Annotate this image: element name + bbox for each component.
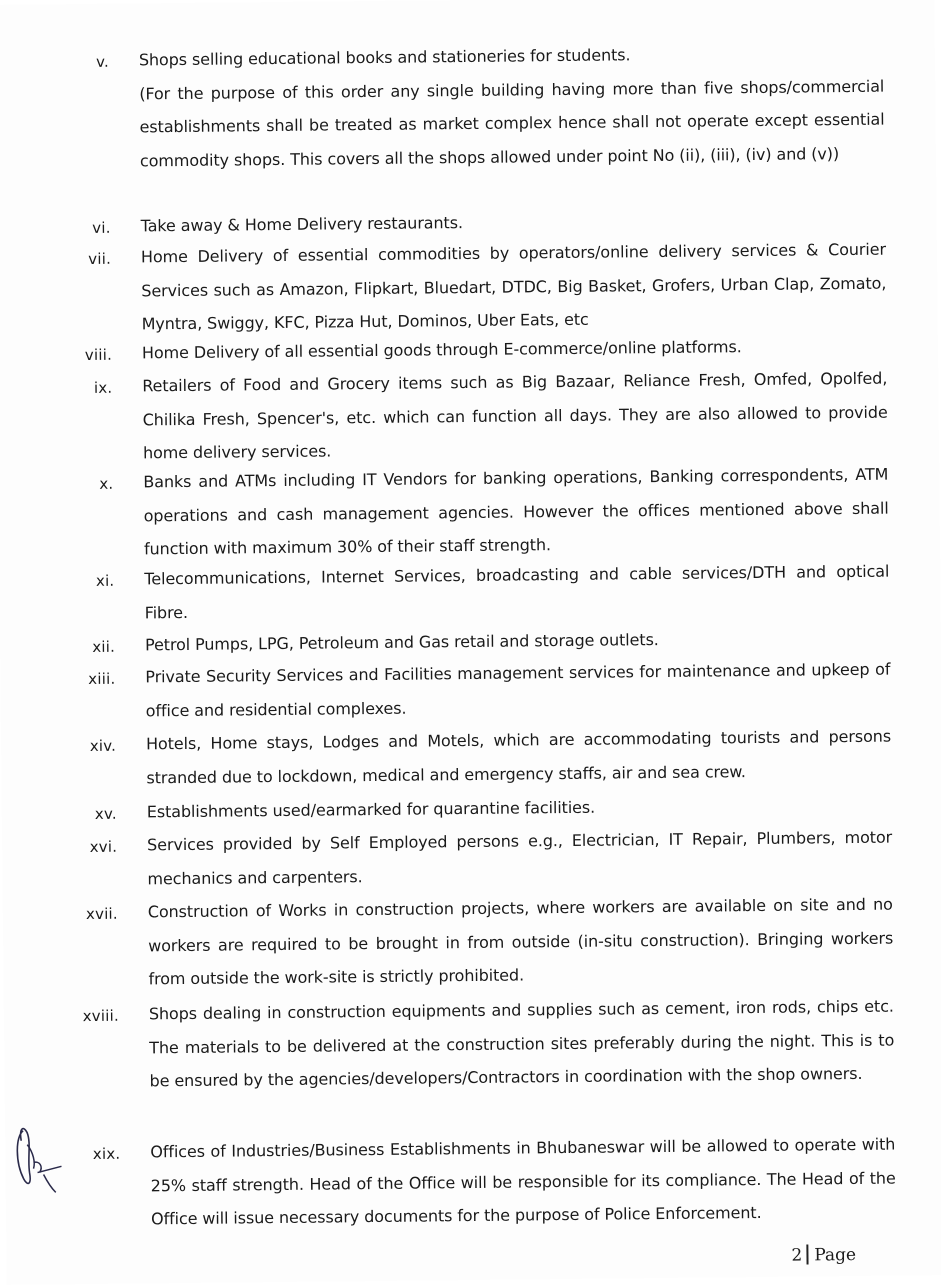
item-text bbox=[139, 36, 885, 178]
item-numeral: xi. bbox=[95, 571, 115, 590]
item-numeral: xix. bbox=[92, 1144, 121, 1163]
item-text: Hotels, Home stays, Lodges and Motels, which are accommodating tourists and persons stranded due to lockdown, medical and emergency staffs, air and sea crew. bbox=[145, 726, 892, 787]
item-numeral: xiv. bbox=[89, 736, 117, 755]
item-text: Private Security Services and Facilities management services for maintenance and upkeep of office and residential complexes. bbox=[145, 659, 891, 720]
item-numeral: viii. bbox=[84, 345, 113, 365]
page-footer bbox=[791, 1244, 856, 1266]
item-text: Home Delivery of all essential goods through E-commerce/online platforms. bbox=[141, 337, 742, 363]
item-text-main: Shops selling educational books and stationeries for students. bbox=[138, 45, 631, 70]
item-numeral: xvi. bbox=[89, 837, 118, 856]
item-note: (For the purpose of this order any single building having more than five shops/commercial establishments shall be treated as market complex hence shall not operate except essential commodity shops. This covers all the shops allowed under point No (ii), (iii), (iv) and (v)) bbox=[139, 76, 885, 170]
item-text: Services provided by Self Employed persons e.g., Electrician, IT Repair, Plumbers, motor mechanics and carpenters. bbox=[147, 827, 893, 888]
item-numeral: v. bbox=[95, 52, 110, 71]
item-text: Offices of Industries/Business Establishments in Bhubaneswar will be allowed to operate with 25% staff strength. Head of the Office will be responsible for its compliance. The Head of the Office will issue necessary documents for the purpose of Police Enforcement. bbox=[150, 1134, 896, 1229]
item-numeral: ix. bbox=[93, 378, 113, 397]
item-numeral: xv. bbox=[94, 804, 117, 823]
list-item-xix bbox=[5, 1127, 941, 1229]
item-numeral: xvii. bbox=[85, 904, 118, 924]
footer-divider bbox=[806, 1244, 808, 1264]
item-numeral: xiii. bbox=[88, 669, 116, 688]
item-numeral: x. bbox=[99, 474, 114, 493]
item-text: Construction of Works in construction projects, where workers are available on site and no workers are required to be brought in from outside (in-situ construction). Bringing workers from outside the work-site is strictly prohibited. bbox=[147, 894, 894, 989]
page-number: 2 bbox=[791, 1245, 803, 1266]
item-text: Home Delivery of essential commodities by operators/online delivery services & Courier Services such as Amazon, Flipkart, Bluedart, DTDC, Big Basket, Grofers, Urban Clap, Zomato, Myntra, Swiggy, KFC, Pizza Hut, Dominos, Uber Eats, etc bbox=[140, 239, 887, 334]
list-item-v bbox=[0, 35, 935, 170]
page-label: Page bbox=[814, 1244, 857, 1266]
item-text: Shops dealing in construction equipments and supplies such as cement, iron rods, chips etc. The materials to be delivered at the construction sites preferably during the night. This is to be ensured by the agencies/developers/Contractors in coordination with the shop owners. bbox=[148, 996, 895, 1091]
item-text: Take away & Home Delivery restaurants. bbox=[140, 213, 463, 236]
item-numeral: vi. bbox=[92, 218, 111, 237]
list-item-vi bbox=[0, 201, 936, 237]
item-text: Retailers of Food and Grocery items such as Big Bazaar, Reliance Fresh, Omfed, Opolfed, Chilika Fresh, Spencer's, etc. which can function all days. They are also allowed to provide home delivery services. bbox=[142, 368, 888, 463]
item-text: Establishments used/earmarked for quarantine facilities. bbox=[146, 797, 596, 822]
item-numeral: xviii. bbox=[82, 1006, 120, 1026]
item-numeral: xii. bbox=[92, 637, 116, 656]
item-text: Telecommunications, Internet Services, broadcasting and cable services/DTH and optical Fibre. bbox=[144, 561, 890, 622]
item-numeral: vii. bbox=[88, 249, 112, 268]
signature-initials-icon bbox=[9, 1122, 70, 1195]
item-text: Petrol Pumps, LPG, Petroleum and Gas retail and storage outlets. bbox=[144, 630, 659, 655]
item-text: Banks and ATMs including IT Vendors for banking operations, Banking correspondents, ATM operations and cash management agencies. However the offices mentioned above shall function with maximum 30% of their staff strength. bbox=[143, 464, 889, 559]
